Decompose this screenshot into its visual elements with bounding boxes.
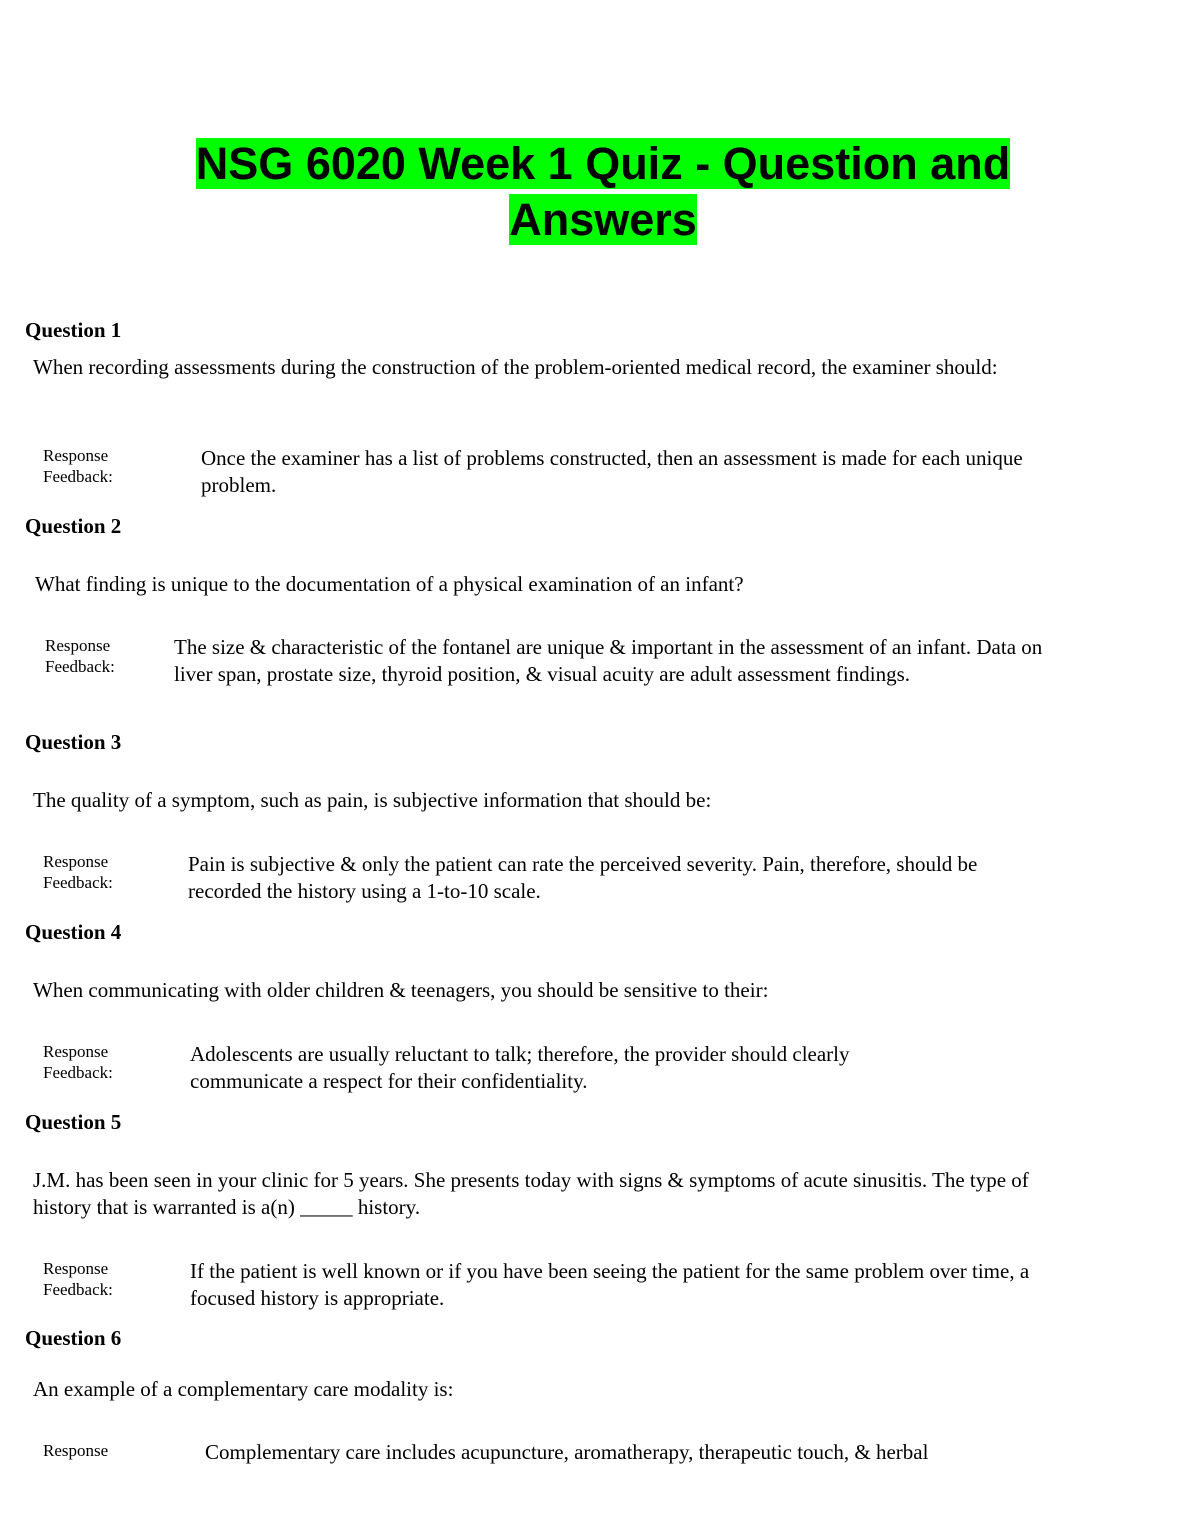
question-5-label: Question 5 bbox=[25, 1110, 122, 1134]
question-5-feedback-text: If the patient is well known or if you have been seeing the patient for the same problem over time, a focused history is appropriate. bbox=[190, 1259, 1030, 1310]
question-4-label: Question 4 bbox=[25, 920, 122, 944]
question-3-feedback-label: Feedback: bbox=[43, 873, 113, 892]
page-title bbox=[150, 136, 1056, 248]
question-1-label: Question 1 bbox=[25, 318, 122, 342]
question-4-feedback-label: Feedback: bbox=[43, 1063, 113, 1082]
question-6-response-label: Response bbox=[43, 1441, 109, 1460]
question-5-response-label: Response bbox=[43, 1259, 109, 1278]
question-2-feedback-text: The size & characteristic of the fontanel are unique & important in the assessment of an infant. Data on liver span, prostate size, thyroid position, & visual acuity are adult assessment findings. bbox=[174, 635, 1043, 686]
question-2-label: Question 2 bbox=[25, 514, 122, 538]
question-6-label: Question 6 bbox=[25, 1326, 122, 1350]
question-4-response-label: Response bbox=[43, 1042, 109, 1061]
page-title-highlight: NSG 6020 Week 1 Quiz - Question and Answers bbox=[195, 138, 1011, 245]
question-6-text: An example of a complementary care modality is: bbox=[33, 1377, 454, 1401]
question-1-feedback-label: Feedback: bbox=[43, 467, 113, 486]
question-3-text: The quality of a symptom, such as pain, is subjective information that should be: bbox=[33, 788, 712, 812]
question-4-text: When communicating with older children & teenagers, you should be sensitive to their: bbox=[33, 978, 769, 1002]
question-6-feedback-text: Complementary care includes acupuncture, aromatherapy, therapeutic touch, & herbal bbox=[205, 1440, 929, 1464]
question-2-feedback-label: Feedback: bbox=[45, 657, 115, 676]
question-3-response-label: Response bbox=[43, 852, 109, 871]
question-1-text: When recording assessments during the construction of the problem-oriented medical record, the examiner should: bbox=[33, 355, 998, 379]
question-3-label: Question 3 bbox=[25, 730, 122, 754]
question-4-feedback-text: Adolescents are usually reluctant to talk; therefore, the provider should clearly communicate a respect for their confidentiality. bbox=[190, 1042, 850, 1093]
question-5-text: J.M. has been seen in your clinic for 5 years. She presents today with signs & symptoms of acute sinusitis. The type of history that is warranted is a(n) _____ history. bbox=[33, 1168, 1029, 1219]
question-2-response-label: Response bbox=[45, 636, 111, 655]
question-3-feedback-text: Pain is subjective & only the patient can rate the perceived severity. Pain, therefore, should be recorded the history using a 1-to-10 scale. bbox=[188, 852, 978, 903]
question-5-feedback-label: Feedback: bbox=[43, 1280, 113, 1299]
question-2-text: What finding is unique to the documentation of a physical examination of an infant? bbox=[35, 572, 744, 596]
question-1-response-label: Response bbox=[43, 446, 109, 465]
question-1-feedback-text: Once the examiner has a list of problems constructed, then an assessment is made for each unique problem. bbox=[201, 446, 1023, 497]
